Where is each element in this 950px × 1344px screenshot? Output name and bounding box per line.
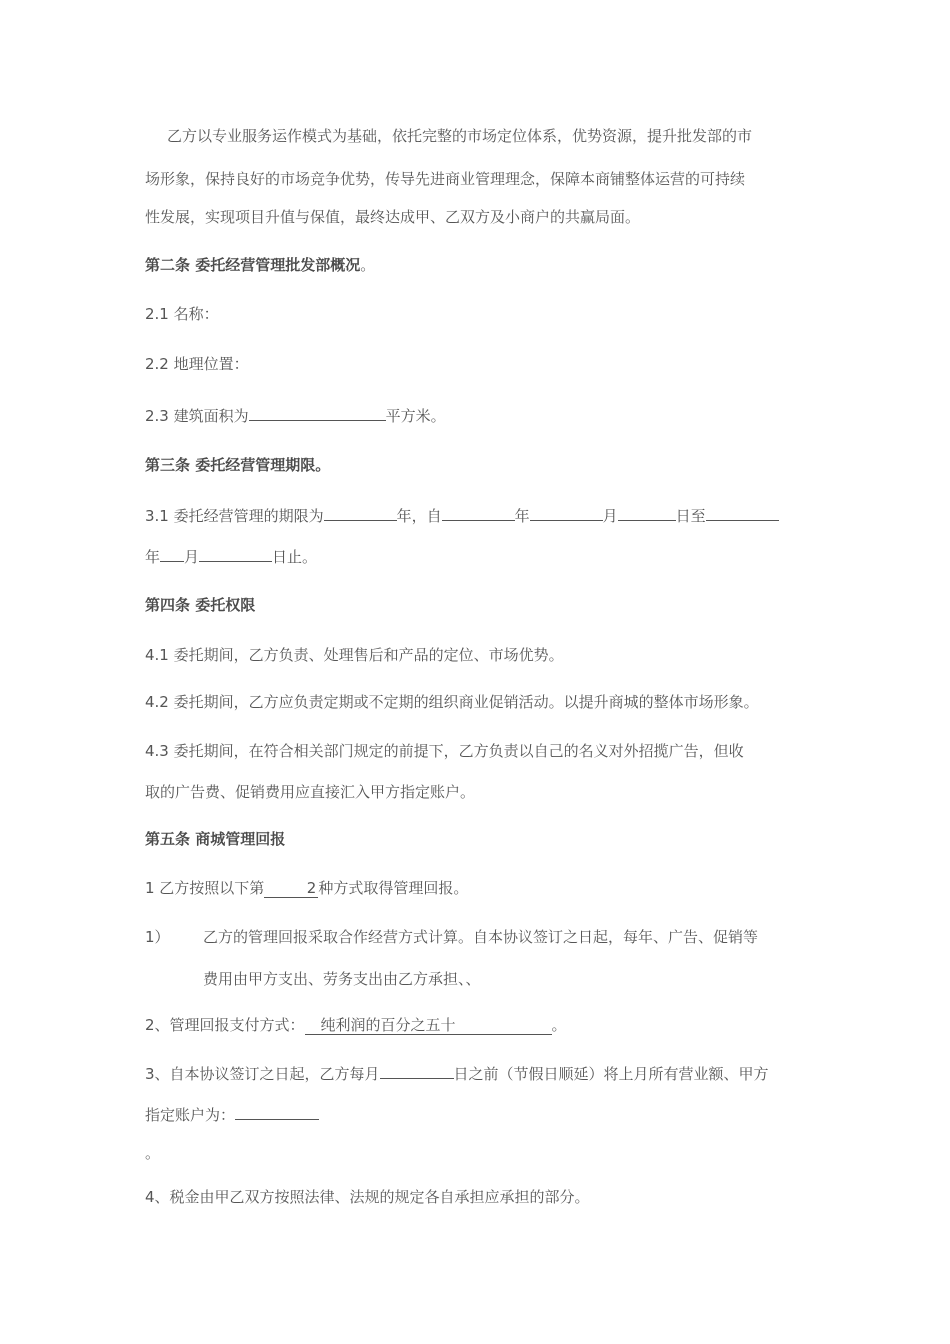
- item-2-2: 2.2 地理位置：: [145, 355, 249, 373]
- item-5-1-1-line-2: 费用由甲方支出、劳务支出由乙方承担、、: [203, 970, 481, 988]
- item-5-2: [145, 1015, 567, 1035]
- item-5-1: [145, 878, 468, 898]
- item-2-3-label: 2.3 建筑面积为: [145, 407, 249, 425]
- term-label: 3.1 委托经营管理的期限为: [145, 507, 324, 525]
- item-2-3-unit: 平方米。: [385, 407, 446, 425]
- method-label: 1 乙方按照以下第: [145, 879, 265, 897]
- monthly-text: 日之前（节假日顺延）将上月所有营业额、甲方: [453, 1065, 769, 1083]
- end-year-blank: [706, 504, 779, 521]
- payment-end: 。: [551, 1016, 567, 1034]
- sub-item-text-1: 乙方的管理回报采取合作经营方式计算。自本协议签订之日起，每年、广告、促销等: [203, 928, 759, 946]
- method-suffix: 种方式取得管理回报。: [318, 879, 469, 897]
- start-day-label: 日至: [675, 507, 706, 525]
- payment-method-value: 纯利润的百分之五十: [305, 1016, 552, 1035]
- start-year-label: 年: [514, 507, 530, 525]
- method-number: 2: [264, 879, 318, 898]
- article-4-title: 第四条 委托权限: [145, 596, 256, 614]
- item-2-1: 2.1 名称：: [145, 305, 219, 323]
- end-month-blank: [160, 545, 184, 562]
- item-5-1-1-line-1: [145, 927, 758, 947]
- term-year-from: 年，自: [396, 507, 442, 525]
- item-4-3-line-1: 4.3 委托期间，在符合相关部门规定的前提下，乙方负责以自己的名义对外招揽广告，但收: [145, 742, 744, 760]
- start-day-blank: [618, 504, 676, 521]
- item-2-3: [145, 404, 446, 426]
- item-3-1-line-2: [145, 545, 317, 567]
- start-year-blank: [442, 504, 515, 521]
- payment-label: 2、管理回报支付方式：: [145, 1016, 305, 1034]
- article-2-heading: [145, 255, 375, 275]
- monthly-label: 3、自本协议签订之日起，乙方每月: [145, 1065, 380, 1083]
- intro-line-1: 乙方以专业服务运作模式为基础，依托完整的市场定位体系，优势资源，提升批发部的市: [167, 127, 753, 145]
- account-label: 指定账户为：: [145, 1106, 236, 1124]
- item-4-2: 4.2 委托期间，乙方应负责定期或不定期的组织商业促销活动。以提升商城的整体市场形象。: [145, 693, 759, 711]
- monthly-day-blank: [380, 1062, 454, 1079]
- item-3-1-line-1: [145, 504, 779, 526]
- item-4-1: 4.1 委托期间，乙方负责、处理售后和产品的定位、市场优势。: [145, 646, 564, 664]
- article-3-title: 第三条 委托经营管理期限。: [145, 456, 331, 474]
- article-5-title: 第五条 商城管理回报: [145, 830, 286, 848]
- item-4-3-line-2: 取的广告费、促销费用应直接汇入甲方指定账户。: [145, 783, 476, 801]
- item-5-4: 4、税金由甲乙双方按照法律、法规的规定各自承担应承担的部分。: [145, 1188, 590, 1206]
- item-5-3-end: 。: [145, 1144, 161, 1162]
- intro-line-2: 场形象，保持良好的市场竞争优势，传导先进商业管理理念，保障本商铺整体运营的可持续: [145, 170, 746, 188]
- item-5-3-line-1: [145, 1062, 769, 1084]
- term-years-blank: [324, 504, 397, 521]
- start-month-blank: [530, 504, 603, 521]
- intro-line-3: 性发展，实现项目升值与保值，最终达成甲、乙双方及小商户的共赢局面。: [145, 208, 641, 226]
- start-month-label: 月: [602, 507, 618, 525]
- article-2-title-end: 。: [360, 256, 376, 274]
- end-month-label: 月: [184, 548, 200, 566]
- end-day-label: 日止。: [272, 548, 318, 566]
- end-day-blank: [199, 545, 272, 562]
- item-5-3-line-2: [145, 1103, 319, 1125]
- sub-item-number: 1）: [145, 928, 170, 946]
- article-2-title: 第二条 委托经营管理批发部概况: [145, 256, 361, 274]
- end-year-label: 年: [145, 548, 161, 566]
- account-blank: [235, 1103, 319, 1120]
- area-blank: [249, 404, 386, 421]
